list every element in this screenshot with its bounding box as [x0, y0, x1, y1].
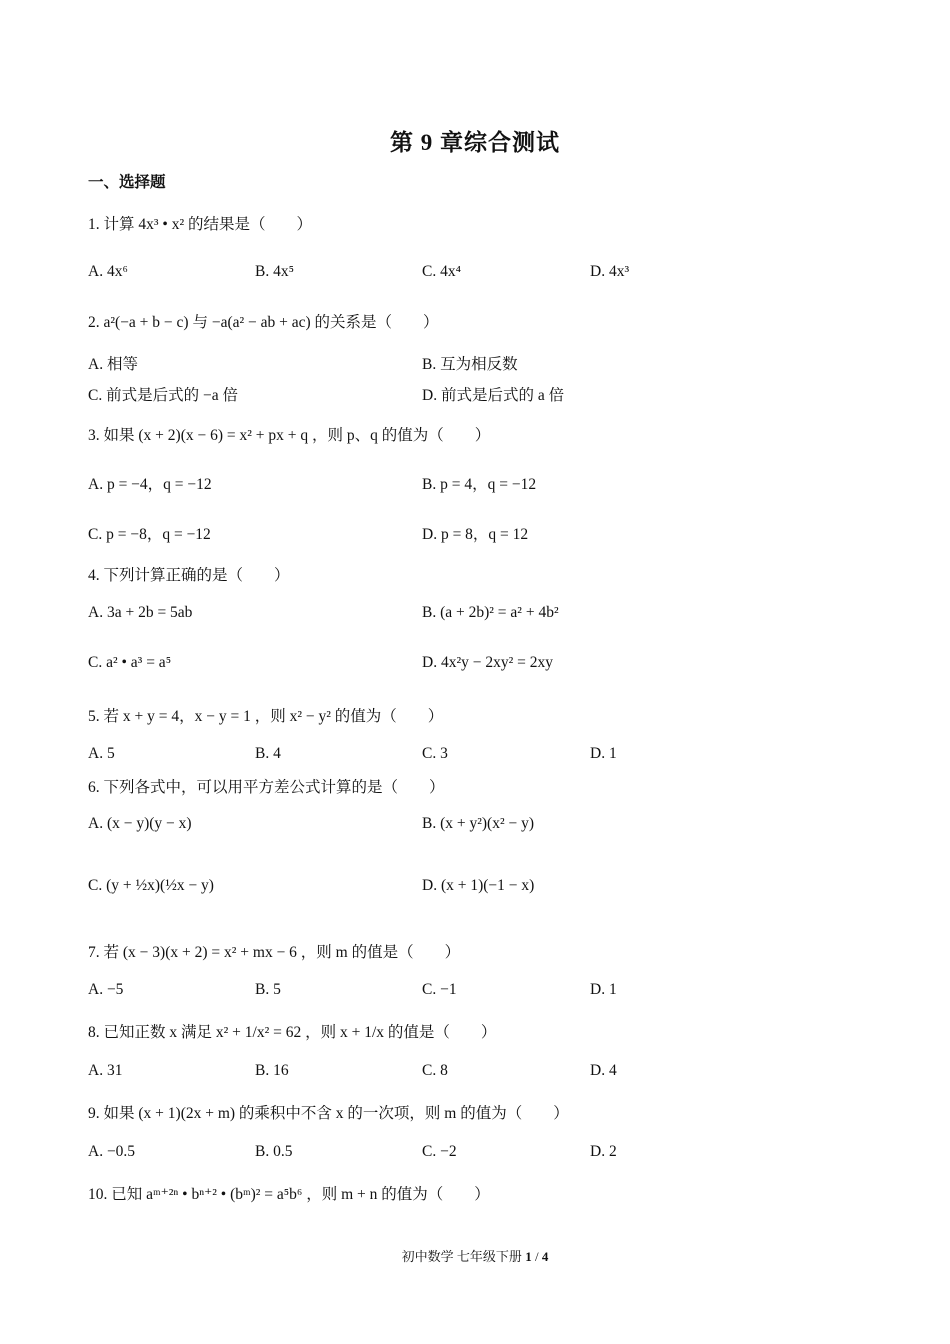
option-a: A. 4x⁶	[88, 263, 128, 280]
option-b: B. 5	[255, 981, 281, 998]
question-stem: 10. 已知 aᵐ⁺²ⁿ • bⁿ⁺² • (bᵐ)² = a⁵b⁶ ，则 m + n 的值为（ ）	[88, 1186, 490, 1203]
option-d: D. 4x²y − 2xy² = 2xy	[422, 654, 553, 671]
question-stem: 3. 如果 (x + 2)(x − 6) = x² + px + q ，则 p、q 的值为（ ）	[88, 427, 491, 444]
option-c: C. 前式是后式的 −a 倍	[88, 387, 238, 404]
option-c: C. (y + ½x)(½x − y)	[88, 877, 214, 894]
option-c: C. a² • a³ = a⁵	[88, 654, 172, 671]
option-b: B. 0.5	[255, 1143, 293, 1160]
option-a: A. (x − y)(y − x)	[88, 815, 192, 832]
footer-text: 初中数学 七年级下册	[401, 1249, 526, 1264]
option-a: A. 3a + 2b = 5ab	[88, 604, 193, 621]
option-b: B. 4	[255, 745, 281, 762]
question-stem: 9. 如果 (x + 1)(2x + m) 的乘积中不含 x 的一次项，则 m 的值为（ ）	[88, 1105, 569, 1122]
option-a: A. −0.5	[88, 1143, 136, 1160]
question-stem: 4. 下列计算正确的是（ ）	[88, 567, 290, 584]
option-a: A. 5	[88, 745, 115, 762]
option-d: D. 4x³	[590, 263, 630, 280]
option-c: C. 3	[422, 745, 448, 762]
option-c: C. 8	[422, 1062, 448, 1079]
question-stem: 8. 已知正数 x 满足 x² + 1/x² = 62 ，则 x + 1/x 的值是（ ）	[88, 1024, 497, 1041]
question-stem: 1. 计算 4x³ • x² 的结果是（ ）	[88, 216, 312, 233]
option-d: D. 1	[590, 981, 617, 998]
option-b: B. p = 4，q = −12	[422, 476, 537, 493]
option-c: C. −1	[422, 981, 457, 998]
option-b: B. 16	[255, 1062, 289, 1079]
page-separator: /	[531, 1249, 542, 1264]
question-stem: 6. 下列各式中，可以用平方差公式计算的是（ ）	[88, 779, 445, 796]
option-b: B. (a + 2b)² = a² + 4b²	[422, 604, 559, 621]
option-a: A. −5	[88, 981, 124, 998]
question-stem: 5. 若 x + y = 4，x − y = 1 ，则 x² − y² 的值为（ ）	[88, 708, 444, 725]
section-heading: 一、选择题	[88, 174, 166, 191]
option-c: C. p = −8，q = −12	[88, 526, 211, 543]
option-a: A. p = −4，q = −12	[88, 476, 212, 493]
option-d: D. p = 8，q = 12	[422, 526, 529, 543]
option-d: D. 前式是后式的 a 倍	[422, 387, 565, 404]
page-title: 第 9 章综合测试	[390, 130, 560, 155]
option-c: C. −2	[422, 1143, 457, 1160]
option-d: D. 2	[590, 1143, 617, 1160]
page-total: 4	[541, 1249, 549, 1264]
option-b: B. 互为相反数	[422, 356, 518, 373]
option-c: C. 4x⁴	[422, 263, 461, 280]
question-stem: 7. 若 (x − 3)(x + 2) = x² + mx − 6 ，则 m 的值是（ ）	[88, 944, 461, 961]
option-d: D. 4	[590, 1062, 617, 1079]
option-d: D. (x + 1)(−1 − x)	[422, 877, 535, 894]
page-footer	[0, 1246, 950, 1265]
question-stem: 2. a²(−a + b − c) 与 −a(a² − ab + ac) 的关系是（ ）	[88, 314, 439, 331]
option-b: B. 4x⁵	[255, 263, 294, 280]
option-a: A. 相等	[88, 356, 138, 373]
option-b: B. (x + y²)(x² − y)	[422, 815, 535, 832]
page-number: 1	[525, 1249, 532, 1264]
option-a: A. 31	[88, 1062, 123, 1079]
option-d: D. 1	[590, 745, 617, 762]
